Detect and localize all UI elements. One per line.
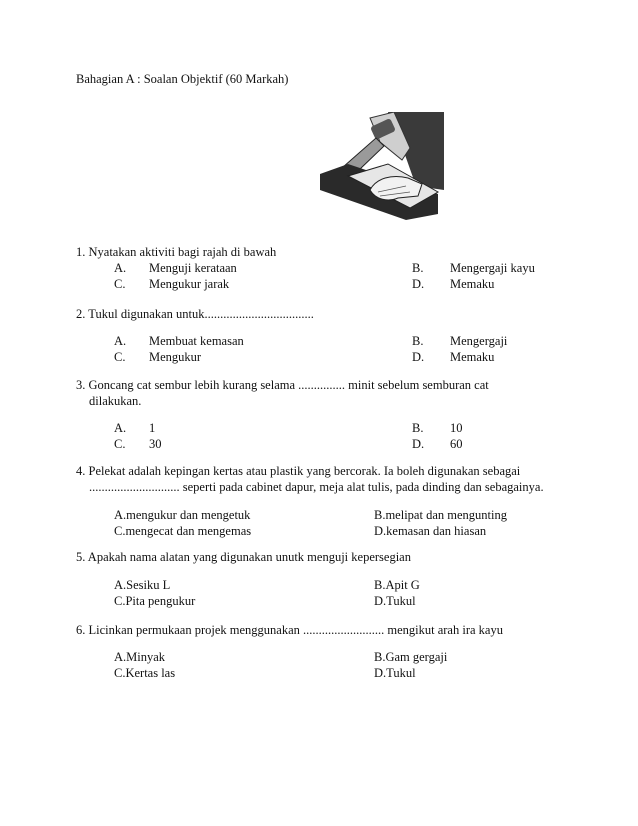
option-a-letter: A. [114, 421, 127, 435]
question-3 [76, 377, 596, 409]
question-4 [76, 463, 596, 495]
option-b-letter: B. [412, 421, 424, 435]
option-a-text: Menguji kerataan [149, 261, 237, 275]
question-4-options [76, 507, 596, 541]
option-a-text: Membuat kemasan [149, 334, 244, 348]
option-b-text: B.Gam gergaji [374, 650, 448, 664]
question-3-options [76, 420, 596, 454]
option-c-text: C.Pita pengukur [114, 594, 196, 608]
question-stem: 6. Licinkan permukaan projek menggunakan .......................... mengikut arah ira kayu [76, 623, 503, 637]
options [76, 333, 596, 367]
option-d-letter: D. [412, 437, 425, 451]
option-c-text: 30 [149, 437, 162, 451]
question-stem-line2: ............................. seperti pada cabinet dapur, meja alat tulis, pada dinding dan sebagainya. [89, 480, 544, 494]
option-b-text: Mengergaji [450, 334, 508, 348]
options [76, 507, 596, 541]
option-b-letter: B. [412, 334, 424, 348]
sawing-wood-illustration [318, 112, 444, 220]
option-d-text: D.Tukul [374, 594, 416, 608]
option-b-text: B.Apit G [374, 578, 420, 592]
option-a-text: A.Sesiku L [114, 578, 171, 592]
option-d-letter: D. [412, 350, 425, 364]
question-1 [76, 244, 596, 294]
option-d-text: D.Tukul [374, 666, 416, 680]
question-6 [76, 622, 596, 638]
option-b-letter: B. [412, 261, 424, 275]
option-a-text: A.Minyak [114, 650, 166, 664]
question-stem-line1: 3. Goncang cat sembur lebih kurang selama ............... minit sebelum semburan cat [76, 378, 489, 392]
option-c-letter: C. [114, 277, 126, 291]
question-stem [76, 377, 596, 409]
option-b-text: 10 [450, 421, 463, 435]
question-stem: 2. Tukul digunakan untuk................................... [76, 307, 314, 321]
question-2 [76, 306, 596, 322]
question-6-options [76, 649, 596, 683]
option-c-text: Mengukur [149, 350, 202, 364]
question-stem-line2: dilakukan. [89, 394, 142, 408]
option-c-letter: C. [114, 437, 126, 451]
option-c-text: Mengukur jarak [149, 277, 230, 291]
question-stem: 1. Nyatakan aktiviti bagi rajah di bawah [76, 245, 277, 259]
option-d-text: Memaku [450, 277, 495, 291]
option-b-text: B.melipat dan mengunting [374, 508, 507, 522]
option-a-text: A.mengukur dan mengetuk [114, 508, 251, 522]
option-a-letter: A. [114, 261, 127, 275]
options [76, 420, 596, 454]
options [76, 577, 596, 611]
question-2-options [76, 333, 596, 367]
option-a-text: 1 [149, 421, 156, 435]
option-a-letter: A. [114, 334, 127, 348]
option-d-text: Memaku [450, 350, 495, 364]
option-b-text: Mengergaji kayu [450, 261, 535, 275]
option-c-letter: C. [114, 350, 126, 364]
option-d-letter: D. [412, 277, 425, 291]
option-d-text: 60 [450, 437, 463, 451]
option-c-text: C.mengecat dan mengemas [114, 524, 252, 538]
question-stem: 5. Apakah nama alatan yang digunakan unutk menguji kepersegian [76, 550, 411, 564]
question-5-options [76, 577, 596, 611]
question-stem [76, 463, 596, 495]
options [76, 260, 596, 294]
question-5 [76, 549, 596, 565]
option-c-text: C.Kertas las [114, 666, 176, 680]
question-stem-line1: 4. Pelekat adalah kepingan kertas atau plastik yang bercorak. Ia boleh digunakan sebagai [76, 464, 521, 478]
options [76, 649, 596, 683]
option-d-text: D.kemasan dan hiasan [374, 524, 487, 538]
section-heading: Bahagian A : Soalan Objektif (60 Markah) [76, 72, 289, 86]
